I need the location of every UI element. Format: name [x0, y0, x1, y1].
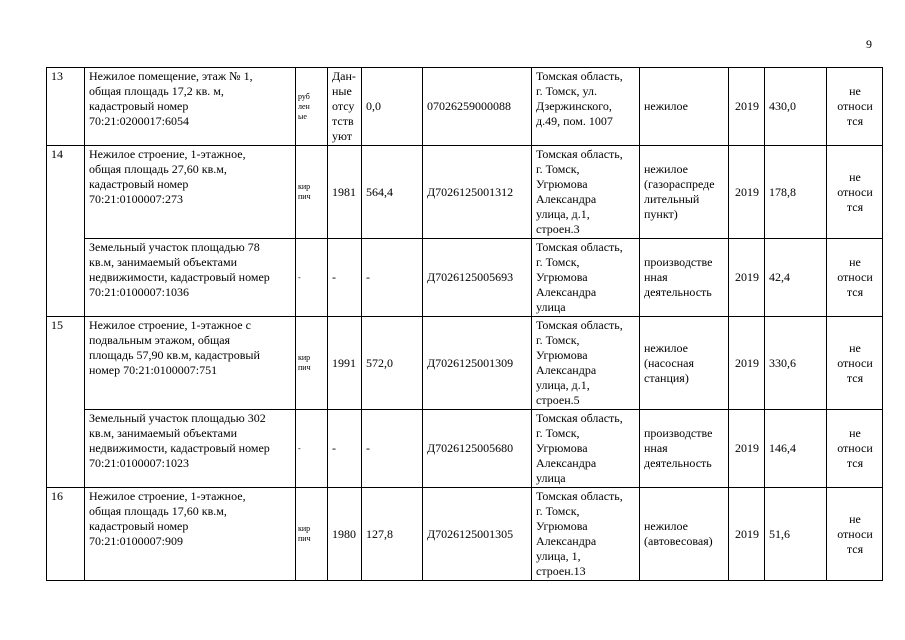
table-row [47, 239, 883, 317]
wall-material: руб лен ые [296, 68, 328, 146]
construction-year: - [328, 239, 362, 317]
object-description: Земельный участок площадью 302 кв.м, занимаемый объектами недвижимости, кадастровый номер 70:21:0100007:1023 [85, 410, 296, 488]
wall-material: - [296, 239, 328, 317]
construction-year: - [328, 410, 362, 488]
page-number: 9 [866, 37, 872, 51]
acquisition-year: 2019 [729, 68, 765, 146]
acquisition-year: 2019 [729, 146, 765, 239]
registry-number: Д7026125001309 [423, 317, 532, 410]
object-note: не относи тся [827, 410, 883, 488]
object-description: Нежилое строение, 1-этажное, общая площадь 17,60 кв.м, кадастровый номер 70:21:0100007:909 [85, 488, 296, 581]
registry-number: 07026259000088 [423, 68, 532, 146]
table-row [47, 68, 883, 146]
object-area: 42,4 [765, 239, 827, 317]
wall-material: кир пич [296, 146, 328, 239]
object-address: Томская область, г. Томск, Угрюмова Александра улица [532, 410, 640, 488]
object-note: не относи тся [827, 239, 883, 317]
book-value: 0,0 [362, 68, 423, 146]
object-note: не относи тся [827, 488, 883, 581]
property-register-table [46, 67, 883, 581]
wall-material: - [296, 410, 328, 488]
object-address: Томская область, г. Томск, Угрюмова Александра улица, д.1, строен.5 [532, 317, 640, 410]
registry-number: Д7026125001312 [423, 146, 532, 239]
acquisition-year: 2019 [729, 317, 765, 410]
row-number: 15 [47, 317, 85, 488]
acquisition-year: 2019 [729, 488, 765, 581]
object-area: 430,0 [765, 68, 827, 146]
construction-year: 1981 [328, 146, 362, 239]
object-description: Нежилое строение, 1-этажное, общая площадь 27,60 кв.м, кадастровый номер 70:21:0100007:273 [85, 146, 296, 239]
construction-year: 1991 [328, 317, 362, 410]
table-row [47, 317, 883, 410]
table-row [47, 488, 883, 581]
wall-material: кир пич [296, 488, 328, 581]
object-area: 178,8 [765, 146, 827, 239]
object-purpose: производстве нная деятельность [640, 410, 729, 488]
object-purpose: производстве нная деятельность [640, 239, 729, 317]
object-area: 51,6 [765, 488, 827, 581]
object-note: не относи тся [827, 146, 883, 239]
object-address: Томская область, г. Томск, Угрюмова Александра улица [532, 239, 640, 317]
book-value: - [362, 410, 423, 488]
object-address: Томская область, г. Томск, Угрюмова Александра улица, 1, строен.13 [532, 488, 640, 581]
object-description: Земельный участок площадью 78 кв.м, занимаемый объектами недвижимости, кадастровый номер 70:21:0100007:1036 [85, 239, 296, 317]
object-area: 146,4 [765, 410, 827, 488]
object-description: Нежилое строение, 1-этажное с подвальным этажом, общая площадь 57,90 кв.м, кадастровый номер 70:21:0100007:751 [85, 317, 296, 410]
row-number: 13 [47, 68, 85, 146]
acquisition-year: 2019 [729, 239, 765, 317]
object-purpose: нежилое (насосная станция) [640, 317, 729, 410]
object-address: Томская область, г. Томск, Угрюмова Александра улица, д.1, строен.3 [532, 146, 640, 239]
book-value: - [362, 239, 423, 317]
row-number: 16 [47, 488, 85, 581]
wall-material: кир пич [296, 317, 328, 410]
table-row [47, 146, 883, 239]
object-description: Нежилое помещение, этаж № 1, общая площадь 17,2 кв. м, кадастровый номер 70:21:0200017:6054 [85, 68, 296, 146]
table-row [47, 410, 883, 488]
object-note: не относи тся [827, 68, 883, 146]
row-number: 14 [47, 146, 85, 317]
object-note: не относи тся [827, 317, 883, 410]
object-purpose: нежилое (газораспреде лительный пункт) [640, 146, 729, 239]
construction-year: Дан- ные отсу тств уют [328, 68, 362, 146]
object-purpose: нежилое [640, 68, 729, 146]
registry-number: Д7026125001305 [423, 488, 532, 581]
book-value: 572,0 [362, 317, 423, 410]
book-value: 127,8 [362, 488, 423, 581]
book-value: 564,4 [362, 146, 423, 239]
object-area: 330,6 [765, 317, 827, 410]
acquisition-year: 2019 [729, 410, 765, 488]
registry-number: Д7026125005693 [423, 239, 532, 317]
registry-number: Д7026125005680 [423, 410, 532, 488]
object-purpose: нежилое (автовесовая) [640, 488, 729, 581]
object-address: Томская область, г. Томск, ул. Дзержинского, д.49, пом. 1007 [532, 68, 640, 146]
construction-year: 1980 [328, 488, 362, 581]
